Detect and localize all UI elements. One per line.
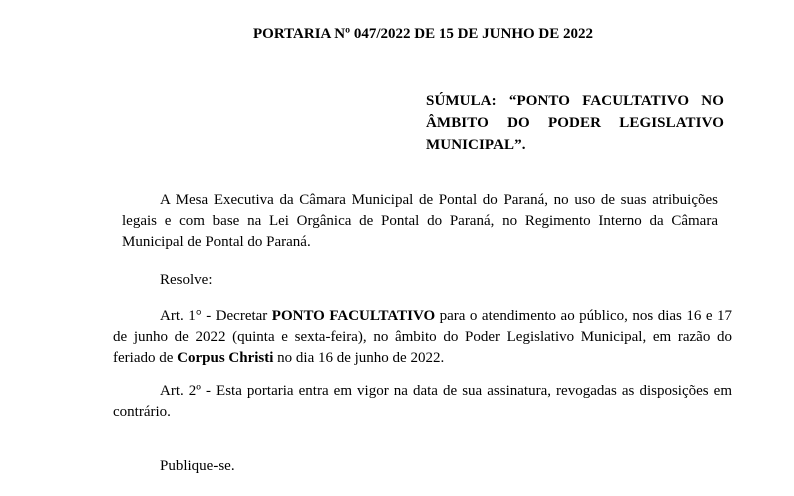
article-1-paragraph [113, 306, 732, 369]
resolve-label: Resolve: [160, 272, 213, 288]
article-1-bold-corpus-christi: Corpus Christi [177, 350, 274, 366]
article-1-prefix: Art. 1° - Decretar [160, 308, 272, 324]
article-1-bold-ponto-facultativo: PONTO FACULTATIVO [271, 308, 436, 324]
sumula-block: SÚMULA: “PONTO FACULTATIVO NO ÂMBITO DO PODER LEGISLATIVO MUNICIPAL”. [426, 93, 724, 153]
article-2-paragraph: Art. 2º - Esta portaria entra em vigor na data de sua assinatura, revogadas as disposições em contrário. [113, 383, 732, 420]
closing-text: Publique-se. [160, 458, 235, 474]
document-title: PORTARIA Nº 047/2022 DE 15 DE JUNHO DE 2022 [253, 26, 593, 42]
article-1-middle: para o atendimento ao público, nos dias 16 e 17 de junho de 2022 (quinta e sexta-feira), no âmbito do Poder Legislativo Municipal, em razão do feriado de [113, 308, 732, 366]
article-1-suffix: no dia 16 de junho de 2022. [273, 350, 445, 366]
preamble-paragraph: A Mesa Executiva da Câmara Municipal de Pontal do Paraná, no uso de suas atribuições legais e com base na Lei Orgânica de Pontal do Paraná, no Regimento Interno da Câmara Municipal de Pontal do Paraná. [122, 192, 718, 250]
